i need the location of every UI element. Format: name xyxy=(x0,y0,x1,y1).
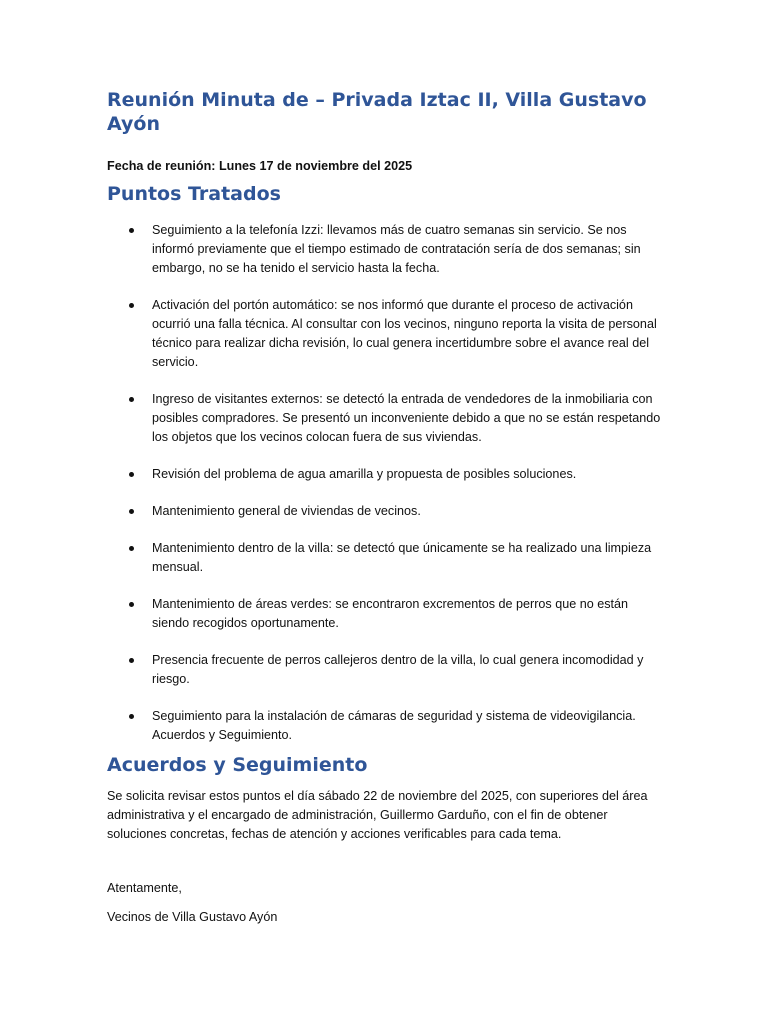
bullet-icon xyxy=(129,228,134,233)
list-item-text: Mantenimiento dentro de la villa: se detectó que únicamente se ha realizado una limpieza mensual. xyxy=(152,541,652,574)
list-item xyxy=(107,707,667,745)
agreements-paragraph: Se solicita revisar estos puntos el día sábado 22 de noviembre del 2025, con superiores del área administrativa y el encargado de administración, Guillermo Garduño, con el fin de obtener soluciones concretas, fechas de atención y acciones verificables para cada tema. xyxy=(107,789,648,841)
bullet-icon xyxy=(129,397,134,402)
list-item xyxy=(107,296,667,372)
bullet-icon xyxy=(129,602,134,607)
list-item-text: Mantenimiento general de viviendas de vecinos. xyxy=(152,504,421,518)
bullet-icon xyxy=(129,472,134,477)
list-item xyxy=(107,651,667,689)
list-item-text: Seguimiento a la telefonía Izzi: llevamos más de cuatro semanas sin servicio. Se nos informó previamente que el tiempo estimado de contratación sería de dos semanas; sin embargo, no se ha tenido el servicio hasta la fecha. xyxy=(152,223,641,275)
bullet-icon xyxy=(129,714,134,719)
list-item xyxy=(107,221,667,278)
list-item-text: Mantenimiento de áreas verdes: se encontraron excrementos de perros que no están siendo recogidos oportunamente. xyxy=(152,597,629,630)
list-item-text: Seguimiento para la instalación de cámaras de seguridad y sistema de videovigilancia. Acuerdos y Seguimiento. xyxy=(152,709,636,742)
list-item-text: Revisión del problema de agua amarilla y propuesta de posibles soluciones. xyxy=(152,467,577,481)
signature: Vecinos de Villa Gustavo Ayón xyxy=(107,910,278,924)
document-content xyxy=(107,88,667,927)
bullet-icon xyxy=(129,658,134,663)
bullet-icon xyxy=(129,303,134,308)
document-title: Reunión Minuta de – Privada Iztac II, Villa Gustavo Ayón xyxy=(107,89,647,135)
section-heading-puntos-tratados: Puntos Tratados xyxy=(107,183,281,205)
list-item-text: Ingreso de visitantes externos: se detectó la entrada de vendedores de la inmobiliaria con posibles compradores. Se presentó un inconveniente debido a que no se están respetando los objetos que los vecinos colocan fuera de sus viviendas. xyxy=(152,392,661,444)
list-item xyxy=(107,595,667,633)
list-item xyxy=(107,390,667,447)
list-item xyxy=(107,502,667,521)
list-item xyxy=(107,539,667,577)
list-item-text: Activación del portón automático: se nos informó que durante el proceso de activación ocurrió una falla técnica. Al consultar con los vecinos, ninguno reporta la visita de personal técnico para realizar dicha revisión, lo cual genera incertidumbre sobre el avance real del servicio. xyxy=(152,298,657,369)
points-list xyxy=(107,221,667,745)
list-item xyxy=(107,465,667,484)
meeting-date: Fecha de reunión: Lunes 17 de noviembre del 2025 xyxy=(107,159,413,173)
section-heading-acuerdos: Acuerdos y Seguimiento xyxy=(107,754,368,776)
bullet-icon xyxy=(129,546,134,551)
bullet-icon xyxy=(129,509,134,514)
closing-salutation: Atentamente, xyxy=(107,881,182,895)
list-item-text: Presencia frecuente de perros callejeros dentro de la villa, lo cual genera incomodidad y riesgo. xyxy=(152,653,644,686)
